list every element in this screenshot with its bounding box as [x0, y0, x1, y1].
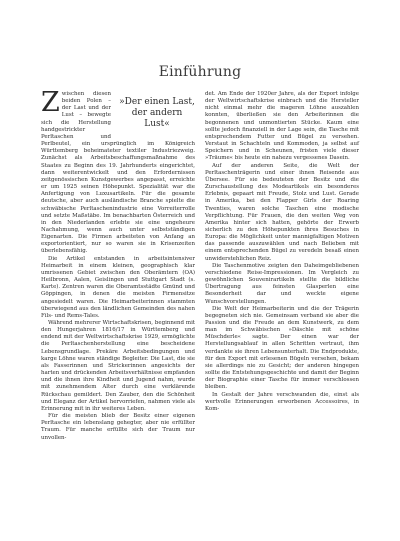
left-text-column — [41, 87, 195, 442]
paragraph-text: wischen diesen beiden Polen – der Last und der Lust – bewegte sich die Herstellung handgestrickter Perltaschen und Perlbeutel, ein ursprünglich im Königreich Württemberg beheimateter textiler Industriezweig. Zunächst als Arbeitsbeschaffungsmaßnahme des Staates zu Beginn des 19. Jahrhunderts eingerichtet, dann weiterentwickelt und den Erfordernissen zeitgenössischen Kunstgewerbes angepasst, erreichte er um 1925 seinen Höhepunkt. Spezialität war die Anfertigung von Luxusartikeln. Für die gesamte deutsche, aber auch ausländische Branche spielte die schwäbische Perltaschenindustrie eine Vorreiterrolle und setzte Maßstäbe. Im benachbarten Österreich und in den Niederlanden erlebte sie eine ungeheure Nachahmung, wenn auch unter selbstständigen Eigenarten. Die Firmen arbeiteten von Anfang an exportorientiert, nur so waren sie in Krisenzeiten überlebensfähig. — [41, 91, 195, 255]
paragraph: Die Artikel entstanden in arbeitsintensiver Heimarbeit in einem kleinen, geographisch klar umrissenen Gebiet zwischen den Oberämtern (OA) Heilbronn, Aalen, Geislingen und Stuttgart Stadt (s. Karte). Zentren waren die Oberamtsstädte Gmünd und Göppingen, in denen die meisten Firmensitze angesiedelt waren. Die Heimarbeiterinnen stammten überwiegend aus den ländlichen Gemeinden des nahen Fils- und Rems-Tales. — [41, 255, 195, 319]
paragraph: det. Am Ende der 1920er Jahre, als der Export infolge der Weltwirtschaftskrise einbrach und die Hersteller nicht einmal mehr die mageren Löhne auszahlen konnten, überließen sie den Arbeiterinnen die begonnenen und unmontierten Stücke. Kaum eine sollte jedoch finanziell in der Lage sein, die Tasche mit entsprechendem Futter und Bügel zu versehen. Verstaut in Schachteln und Kommoden, ja selbst auf Speichern und in Scheunen, fristen viele dieser »Träume« bis heute ein nahezu vergessenes Dasein. — [205, 91, 359, 162]
pull-quote — [119, 97, 195, 130]
paragraph: In Gestalt der Jahre verschwanden die, einst als wertvolle Erinnerungen erworbenen Accessoires, in Kom- — [205, 391, 359, 412]
paragraph: Während mehrerer Wirtschaftskrisen, beginnend mit den Hungerjahren 1816/17 in Württemberg und endend mit der Weltwirtschaftskrise 1929, ermöglichte die Perltaschenherstellung eine bescheidene Lebensgrundlage. Prekäre Arbeitsbedingungen und karge Löhne waren ständige Begleiter. Die Last, die sie als Fasserinnen und Strickerinnen angesichts der harten und drückenden Arbeitsverhältnisse empfanden und die ihnen ihre Kindheit und Jugend nahm, wurde mit zunehmendem Alter durch eine verklärende Rückschau gemildert. Den Zauber, den die Schönheit und Eleganz der Artikel hervorriefen, nahmen viele als Erinnerung mit in ihr weiteres Leben. — [41, 320, 195, 412]
right-text-column — [205, 91, 359, 413]
pull-quote-line-2: der andern Lust« — [131, 108, 183, 129]
paragraph: Die Taschenmotive zeigten den Daheimgebliebenen verschiedene Reise-Impressionen. Im Vergleich zu gewöhnlichen Souvenirartikeln stellte die bildliche Übertragung aus feinsten Glasperlen eine Besonderheit dar und weckte eigene Wunschvorstellungen. — [205, 262, 359, 305]
paragraph: Für die meisten blieb der Besitz einer eigenen Perltasche ein lebenslang gehegter, aber nie erfüllter Traum. Für manche erfüllte sich der Traum nur unvollen- — [41, 413, 195, 441]
drop-cap: Z — [41, 87, 60, 118]
pull-quote-line-1: »Der einen Last, — [119, 97, 195, 107]
paragraph: Die Welt der Heimarbeiterin und die der Trägerin begegneten sich nie. Gemeinsam verband sie aber die Passion und die Freude an dem Kunstwerk, zu dem man im Schwäbischen »Däschle mit schöne Müschderle« sagte. Der einen war der Herstellungsablauf in allen Schritten vertraut, ihm verdankte sie ihren Lebensunterhalt. Die Endprodukte, für den Export mit erlesenen Bügeln versehen, bekam sie allerdings nie zu Gesicht; der anderen hingegen sollte die Entstehungsgeschichte und damit der Beginn der Biographie einer Tasche für immer verschlossen bleiben. — [205, 305, 359, 391]
chapter-title: Einführung — [158, 64, 242, 80]
paragraph: Auf der anderen Seite, die Welt der Perltaschenträgerin und einer ihnen Reisende aus Übersee. Für sie bedeuteten der Besitz und die Zurschaustellung des Modeartikels ein besonderes Erlebnis, gepaart mit Freude, Stolz und Lust. Gerade in Amerika, bei den Flapper Girls der Roaring Twenties, waren solche Taschen eine modische Verpflichtung. Für Frauen, die den weiten Weg von Amerika hinter sich hatten, gehörte der Erwerb sicherlich zu den Höhepunkten ihres Besuches in Europa: die Möglichkeit unter mannigfaltigen Motiven das passende auszuwählen und nach Belieben mit einem entsprechenden Bügel zu veredeln besaß einen unwiderstehlichen Reiz. — [205, 162, 359, 262]
